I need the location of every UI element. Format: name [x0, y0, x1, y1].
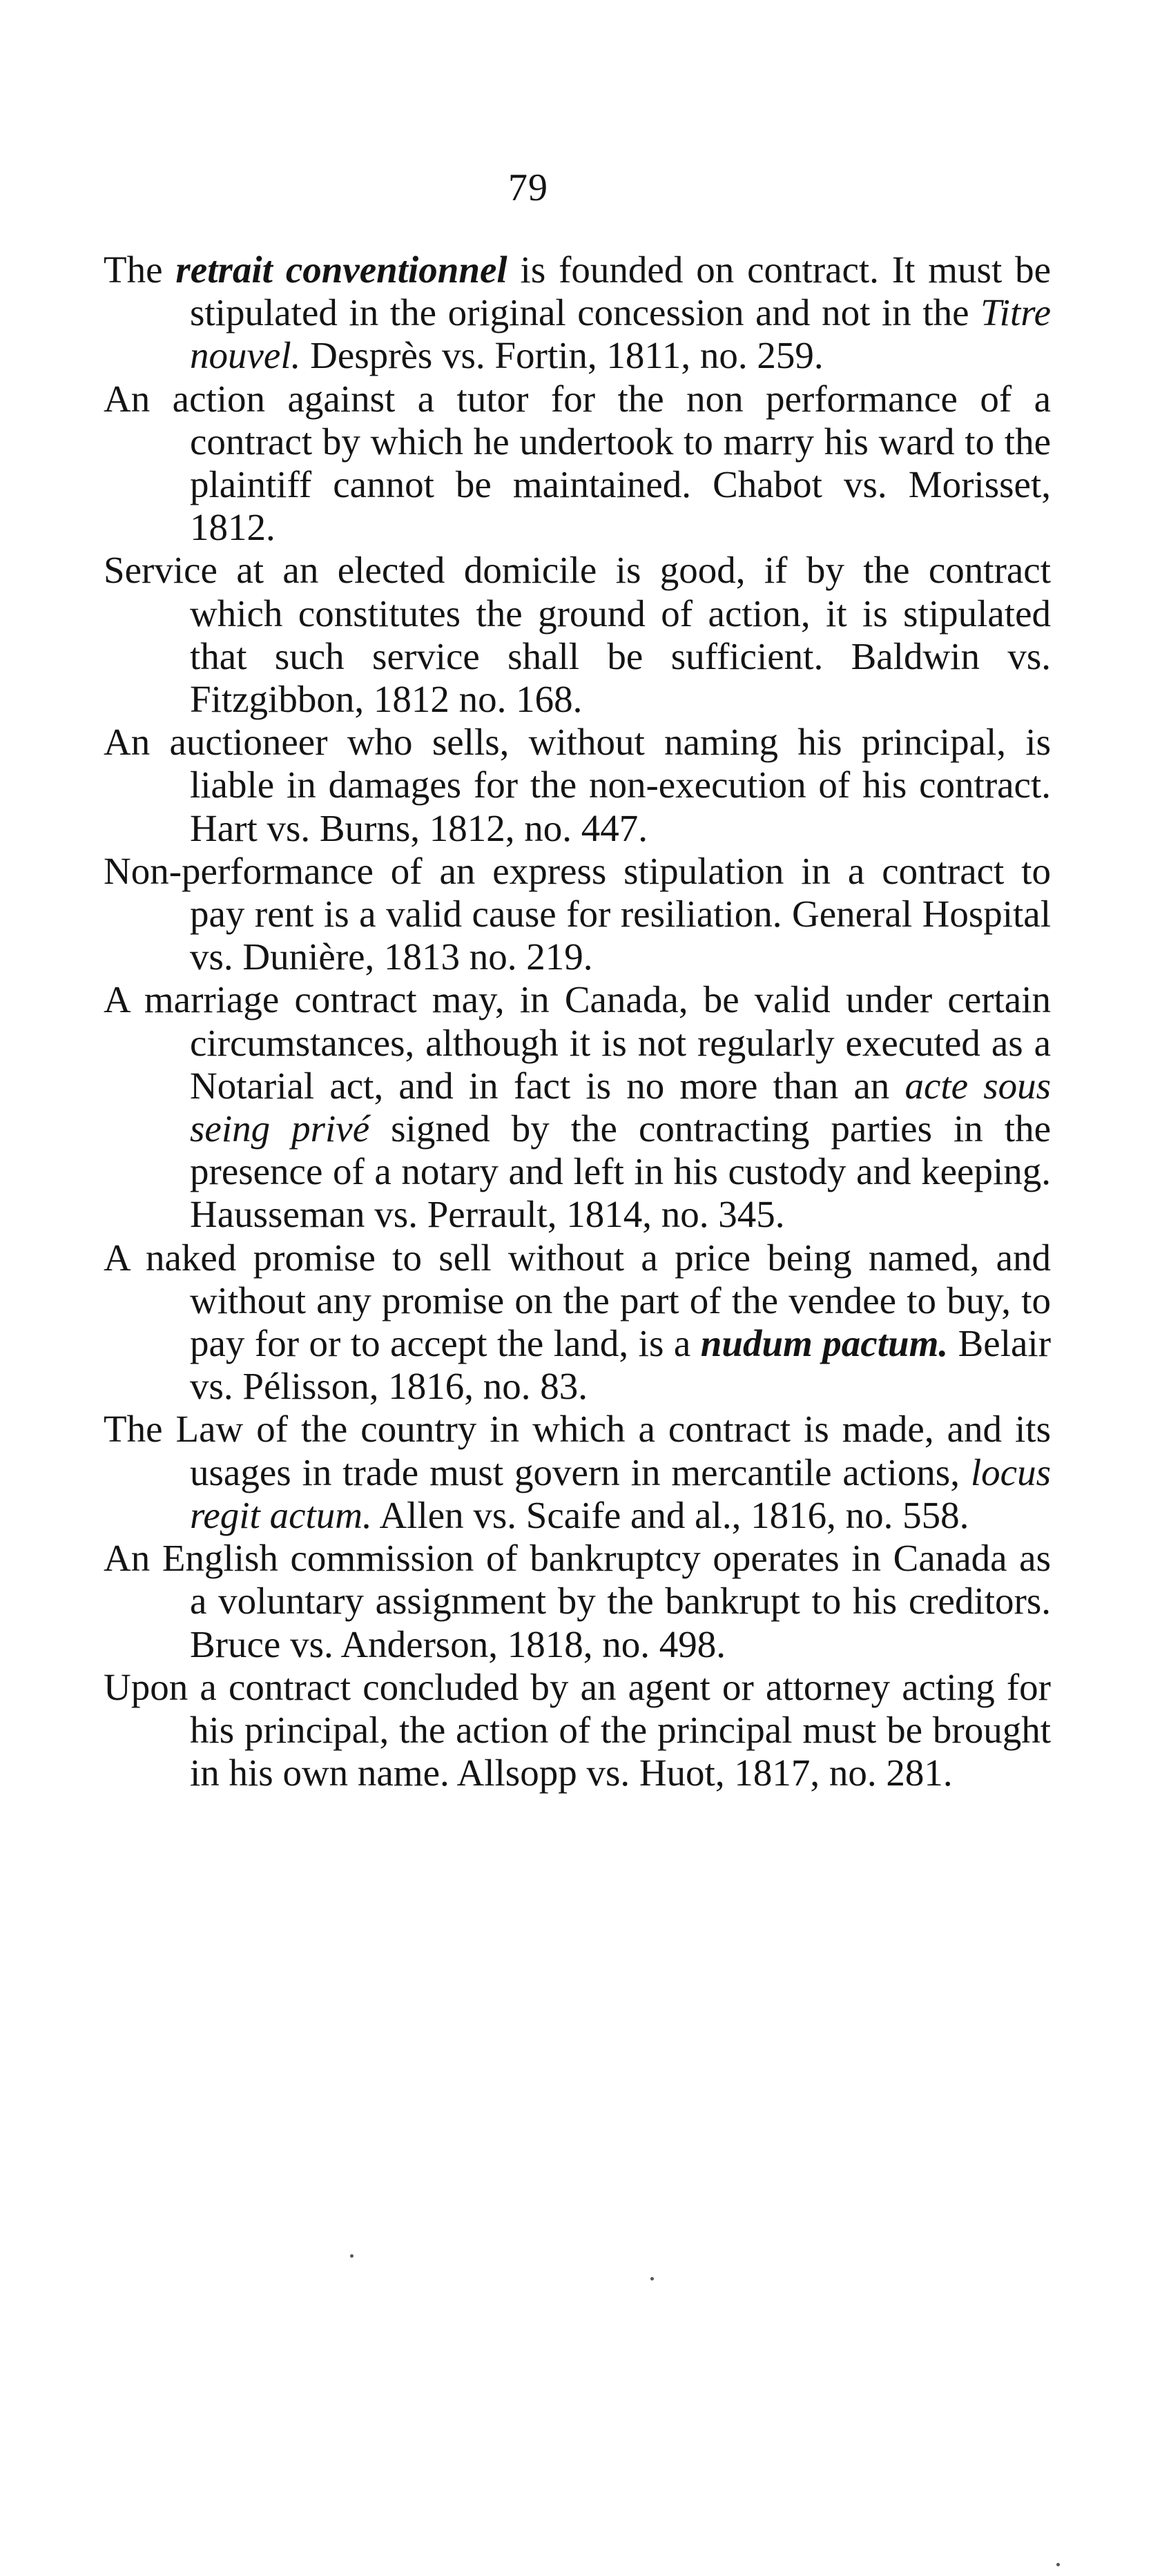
print-speck	[650, 2277, 654, 2280]
entry-bruce-anderson: An English commission of bankruptcy operates in Canada as a voluntary assignment by the bankrupt to his creditors. Bruce vs. Anderson, 1818, no. 498.	[104, 1537, 1051, 1665]
entry-belair-pelisson: A naked promise to sell without a price being named, and without any promise on the part of the vendee to buy, to pay for or to accept the land, is a nudum pactum. Belair vs. Pélisson, 1816, no. 83.	[104, 1236, 1052, 1408]
entry-hart-burns: An auctioneer who sells, without naming his principal, is liable in damages for the non-execution of his contract. Hart vs. Burns, 1812, no. 447.	[104, 721, 1051, 849]
entry-general-hospital-duniere: Non-performance of an express stipulation in a contract to pay rent is a valid cause for resiliation. General Hospital vs. Dunière, 1813 no. 219.	[104, 849, 1051, 978]
print-speck	[1056, 2563, 1060, 2566]
entry-retrait-conventionnel: The retrait conventionnel is founded on contract. It must be stipulated in the original concession and not in the Titre nouvel. Desprès vs. Fortin, 1811, no. 259.	[104, 249, 1052, 377]
entry-chabot-morisset: An action against a tutor for the non performance of a contract by which he undertook to marry his ward to the plaintiff cannot be maintained. Chabot vs. Morisset, 1812.	[104, 377, 1051, 549]
entry-baldwin-fitzgibbon: Service at an elected domicile is good, if by the contract which constitutes the ground of action, it is stipulated that such service shall be sufficient. Baldwin vs. Fitzgibbon, 1812 no. 168.	[104, 549, 1051, 721]
print-speck	[350, 2254, 354, 2258]
case-entries	[104, 249, 1051, 1794]
page-number: 79	[508, 166, 548, 209]
entry-allen-scaife: The Law of the country in which a contract is made, and its usages in trade must govern in mercantile actions, locus regit actum. Allen vs. Scaife and al., 1816, no. 558.	[104, 1408, 1051, 1536]
entry-hausseman-perrault: A marriage contract may, in Canada, be valid under certain circumstances, although it is not regularly executed as a Notarial act, and in fact is no more than an acte sous seing privé signed by the contracting parties in the presence of a notary and left in his custody and keeping. Hausseman vs. Perrault, 1814, no. 345.	[104, 978, 1051, 1236]
entry-allsopp-huot: Upon a contract concluded by an agent or attorney acting for his principal, the action of the principal must be brought in his own name. Allsopp vs. Huot, 1817, no. 281.	[104, 1665, 1051, 1794]
